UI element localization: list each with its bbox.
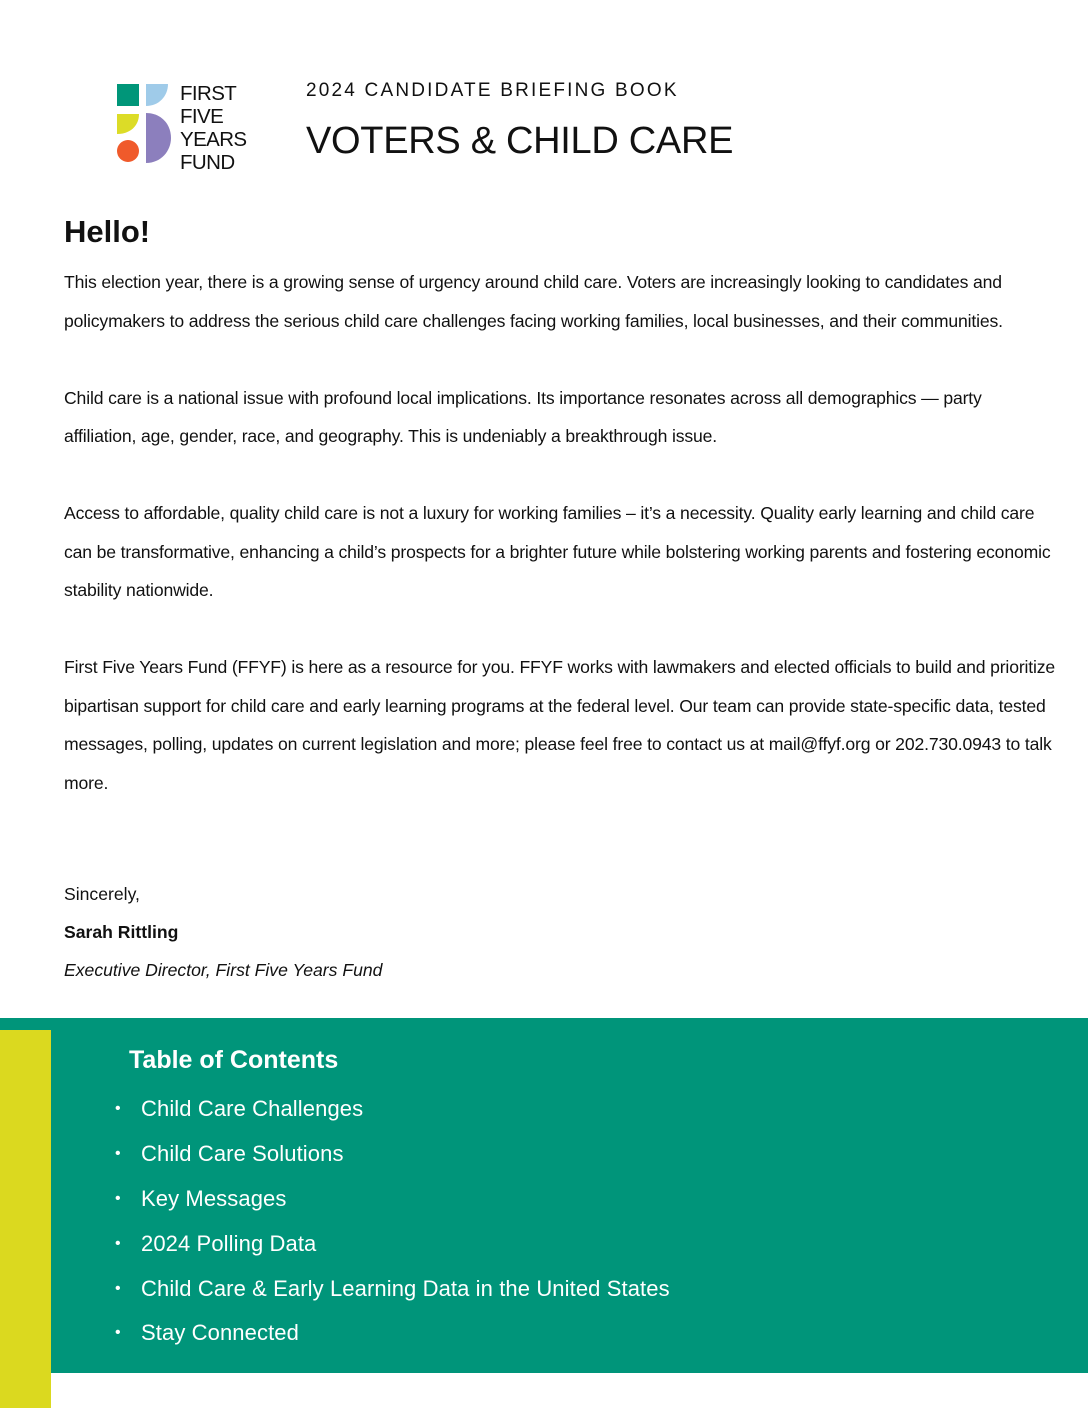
toc-item-label: Child Care Challenges	[141, 1096, 364, 1122]
logo-teal-square	[117, 84, 139, 106]
letter-paragraph: Child care is a national issue with profound local implications. Its importance resonates across all demographics — party affiliation, age, gender, race, and geography. This is undeniably a breakthrough issue.	[64, 387, 982, 446]
page-title: VOTERS & CHILD CARE	[306, 120, 734, 162]
bullet-icon: •	[115, 1100, 121, 1118]
bullet-icon: •	[115, 1145, 121, 1163]
toc-item-child-care-challenges[interactable]	[115, 1087, 670, 1132]
greeting-heading: Hello!	[64, 214, 151, 249]
letter-paragraph: Access to affordable, quality child care is not a luxury for working families – it’s a necessity. Quality early learning and child care can be transformative, enhancing a child’s prospects for a brighter future while bolstering working parents and fostering economic stability nationwide.	[64, 503, 1051, 600]
logo-wordmark	[180, 82, 247, 174]
logo-purple-shape	[146, 113, 171, 163]
signer-title: Executive Director, First Five Years Fund	[64, 960, 383, 980]
toc-item-label: 2024 Polling Data	[141, 1230, 317, 1256]
logo-line: YEARS	[180, 128, 247, 151]
letter-paragraph: This election year, there is a growing sense of urgency around child care. Voters are increasingly looking to candidates and policymakers to address the serious child care challenges facing working families, local businesses, and their communities.	[64, 272, 1003, 331]
signer-name: Sarah Rittling	[64, 922, 179, 942]
logo-sky-shape	[146, 84, 168, 106]
toc-item-label: Child Care & Early Learning Data in the United States	[141, 1275, 670, 1301]
logo-red-circle	[117, 140, 139, 162]
bullet-icon: •	[115, 1189, 121, 1207]
toc-list	[115, 1087, 670, 1356]
bullet-icon: •	[115, 1234, 121, 1252]
logo-mark-icon	[116, 84, 176, 164]
logo-line: FIVE	[180, 105, 224, 128]
toc-item-stay-connected[interactable]	[115, 1311, 670, 1356]
toc-item-polling-data[interactable]	[115, 1221, 670, 1266]
letter-body	[64, 263, 1056, 841]
toc-item-us-data[interactable]	[115, 1266, 670, 1311]
bullet-icon: •	[115, 1279, 121, 1297]
closing-salutation: Sincerely,	[64, 884, 140, 904]
logo-yellow-shape	[117, 114, 139, 134]
toc-item-label: Key Messages	[141, 1185, 287, 1211]
bullet-icon: •	[115, 1324, 121, 1342]
logo-line: FIRST	[180, 82, 237, 105]
toc-heading: Table of Contents	[129, 1046, 339, 1074]
toc-accent-bar	[0, 1030, 51, 1408]
toc-item-label: Child Care Solutions	[141, 1141, 344, 1167]
toc-item-child-care-solutions[interactable]	[115, 1132, 670, 1177]
ffyf-logo	[116, 82, 261, 174]
logo-line: FUND	[180, 151, 235, 174]
letter-paragraph: First Five Years Fund (FFYF) is here as a resource for you. FFYF works with lawmakers and elected officials to build and prioritize bipartisan support for child care and early learning programs at the federal level. Our team can provide state-specific data, tested messages, polling, updates on current legislation and more; please feel free to contact us at mail@ffyf.org or 202.730.0943 to talk more.	[64, 657, 1056, 793]
toc-item-label: Stay Connected	[141, 1320, 299, 1346]
letter-signature-block	[64, 875, 382, 989]
briefing-book-kicker: 2024 CANDIDATE BRIEFING BOOK	[306, 80, 679, 101]
toc-item-key-messages[interactable]	[115, 1177, 670, 1222]
